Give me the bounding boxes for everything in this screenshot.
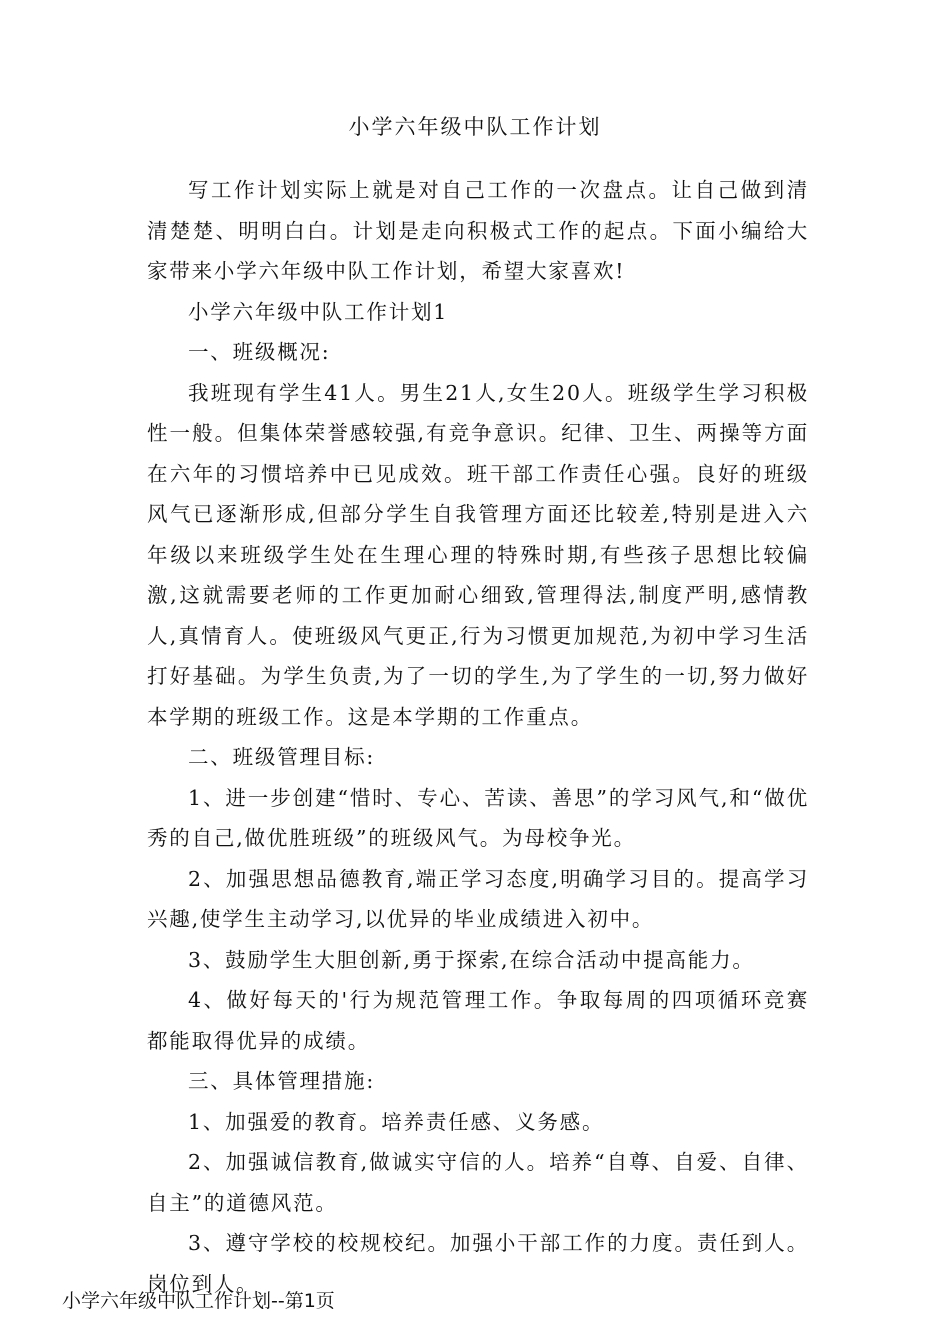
document-body — [147, 170, 809, 1304]
intro-paragraph: 写工作计划实际上就是对自己工作的一次盘点。让自己做到清清楚楚、明明白白。计划是走向积极式工作的起点。下面小编给大家带来小学六年级中队工作计划，希望大家喜欢! — [147, 178, 809, 283]
list-item: 1、加强爱的教育。培养责任感、义务感。 — [188, 1109, 605, 1134]
document-title: 小学六年级中队工作计划 — [348, 115, 602, 139]
subsection-heading: 一、班级概况: — [188, 340, 331, 364]
list-item: 1、进一步创建“惜时、专心、苦读、善思”的学习风气,和“做优秀的自己,做优胜班级”的班级风气。为母校争光。 — [147, 785, 809, 850]
list-item: 4、做好每天的'行为规范管理工作。争取每周的四项循环竞赛都能取得优异的成绩。 — [147, 988, 809, 1053]
list-item: 2、加强思想品德教育,端正学习态度,明确学习目的。提高学习兴趣,使学生主动学习,以优异的毕业成绩进入初中。 — [147, 866, 809, 931]
page-footer: 小学六年级中队工作计划--第1页 — [62, 1290, 335, 1312]
section-heading: 小学六年级中队工作计划1 — [188, 299, 449, 324]
list-item: 2、加强诚信教育,做诚实守信的人。培养“自尊、自爱、自律、自主”的道德风范。 — [147, 1150, 809, 1215]
body-paragraph: 我班现有学生41人。男生21人,女生20人。班级学生学习积极性一般。但集体荣誉感较强,有竞争意识。纪律、卫生、两操等方面在六年的习惯培养中已见成效。班干部工作责任心强。良好的班级风气已逐渐形成,但部分学生自我管理方面还比较差,特别是进入六年级以来班级学生处在生理心理的特殊时期,有些孩子思想比较偏激,这就需要老师的工作更加耐心细致,管理得法,制度严明,感情教人,真情育人。使班级风气更正,行为习惯更加规范,为初中学习生活打好基础。为学生负责,为了一切的学生,为了学生的一切,努力做好本学期的班级工作。这是本学期的工作重点。 — [147, 380, 809, 729]
list-item: 3、鼓励学生大胆创新,勇于探索,在综合活动中提高能力。 — [188, 947, 755, 972]
subsection-heading: 三、具体管理措施: — [188, 1069, 376, 1093]
subsection-heading: 二、班级管理目标: — [188, 745, 376, 769]
list-item: 3、遵守学校的校规校纪。加强小干部工作的力度。责任到人。岗位到人。 — [147, 1231, 809, 1296]
